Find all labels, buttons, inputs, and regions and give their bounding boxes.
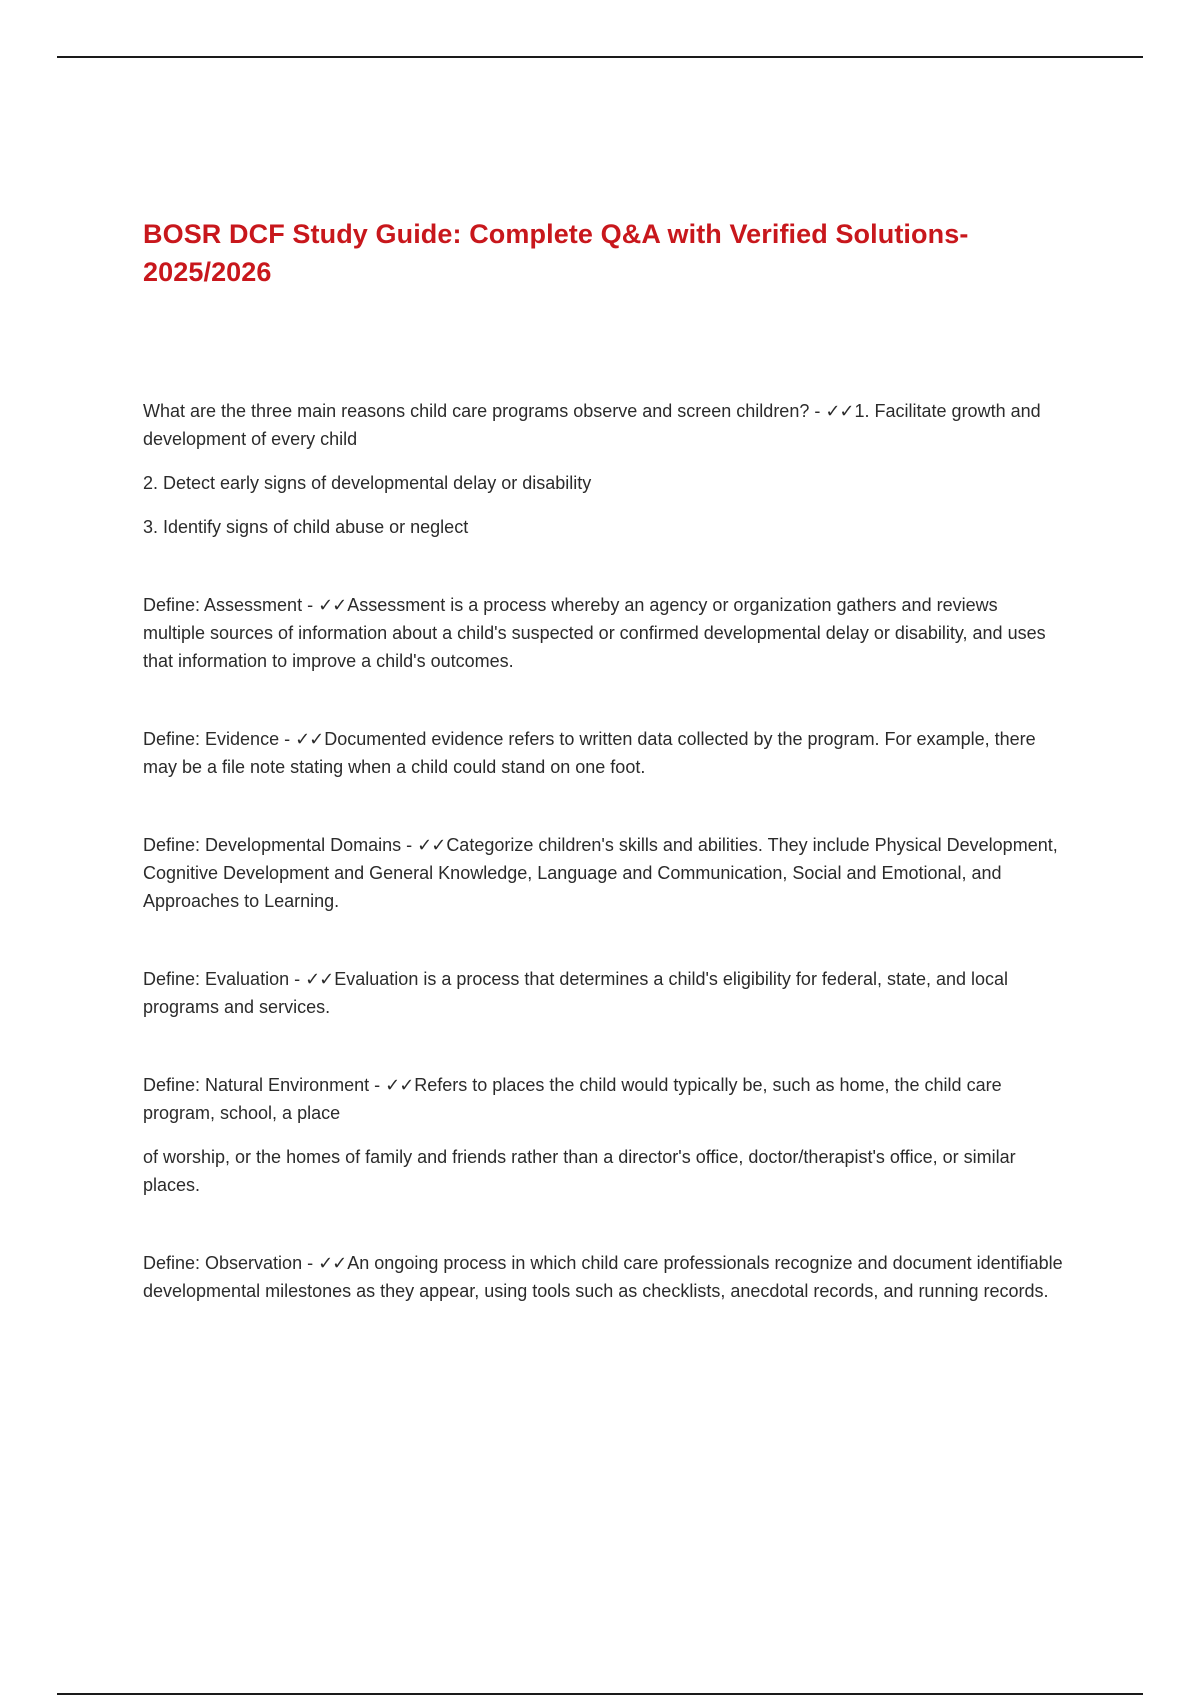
separator: - [279, 729, 296, 749]
answer-text: 1. Facilitate growth and development of every child [143, 401, 1041, 449]
separator: - [302, 1253, 319, 1273]
separator: - [809, 401, 826, 421]
separator: - [401, 835, 418, 855]
qa-item-evidence [143, 725, 1063, 781]
qa-item-evaluation [143, 965, 1063, 1021]
question-text: Define: Observation [143, 1253, 303, 1273]
answer-continuation: 2. Detect early signs of developmental delay or disability [143, 473, 592, 493]
answer-text: Documented evidence refers to written data collected by the program. For example, there may be a file note stating when a child could stand on one foot. [143, 729, 1036, 777]
answer-text: An ongoing process in which child care professionals recognize and document identifiable developmental milestones as they appear, using tools such as checklists, anecdotal records, and running records. [143, 1253, 1063, 1301]
question-text: Define: Evaluation [143, 969, 290, 989]
double-check-icon: ✓✓ [417, 835, 446, 855]
double-check-icon: ✓✓ [295, 729, 324, 749]
double-check-icon: ✓✓ [385, 1075, 414, 1095]
qa-item-observation [143, 1249, 1063, 1305]
qa-line [143, 397, 1063, 453]
separator: - [302, 595, 319, 615]
question-text: Define: Natural Environment [143, 1075, 370, 1095]
qa-line [143, 965, 1063, 1021]
qa-line [143, 1071, 1063, 1127]
answer-text: Categorize children's skills and abilities. They include Physical Development, Cognitive Development and General Knowledge, Language and Communication, Social and Emotional, and Approaches to Learning. [143, 835, 1058, 911]
question-text: What are the three main reasons child care programs observe and screen children? [143, 401, 810, 421]
answer-continuation: 3. Identify signs of child abuse or neglect [143, 517, 469, 537]
qa-item-natural-environment [143, 1071, 1063, 1199]
separator: - [369, 1075, 386, 1095]
double-check-icon: ✓✓ [318, 595, 347, 615]
double-check-icon: ✓✓ [318, 1253, 347, 1273]
double-check-icon: ✓✓ [825, 401, 854, 421]
qa-item-observe-screen [143, 397, 1063, 541]
qa-line [143, 591, 1063, 675]
qa-line [143, 1249, 1063, 1305]
question-text: Define: Assessment [143, 595, 303, 615]
separator: - [289, 969, 306, 989]
qa-list [143, 397, 1063, 1305]
qa-item-assessment [143, 591, 1063, 675]
double-check-icon: ✓✓ [305, 969, 334, 989]
question-text: Define: Evidence [143, 729, 280, 749]
top-rule [57, 56, 1143, 58]
qa-line [143, 725, 1063, 781]
answer-continuation: of worship, or the homes of family and friends rather than a director's office, doctor/therapist's office, or similar places. [143, 1147, 1016, 1195]
answer-text: Evaluation is a process that determines a child's eligibility for federal, state, and local programs and services. [143, 969, 1009, 1017]
qa-item-developmental-domains [143, 831, 1063, 915]
answer-text: Refers to places the child would typically be, such as home, the child care program, school, a place [143, 1075, 1002, 1123]
question-text: Define: Developmental Domains [143, 835, 402, 855]
answer-text: Assessment is a process whereby an agency or organization gathers and reviews multiple sources of information about a child's suspected or confirmed developmental delay or disability, and uses that information to improve a child's outcomes. [143, 595, 1046, 671]
qa-line [143, 831, 1063, 915]
bottom-rule [57, 1693, 1143, 1695]
document-title: BOSR DCF Study Guide: Complete Q&A with Verified Solutions-2025/2026 [143, 219, 969, 287]
document-body [143, 215, 1063, 1355]
